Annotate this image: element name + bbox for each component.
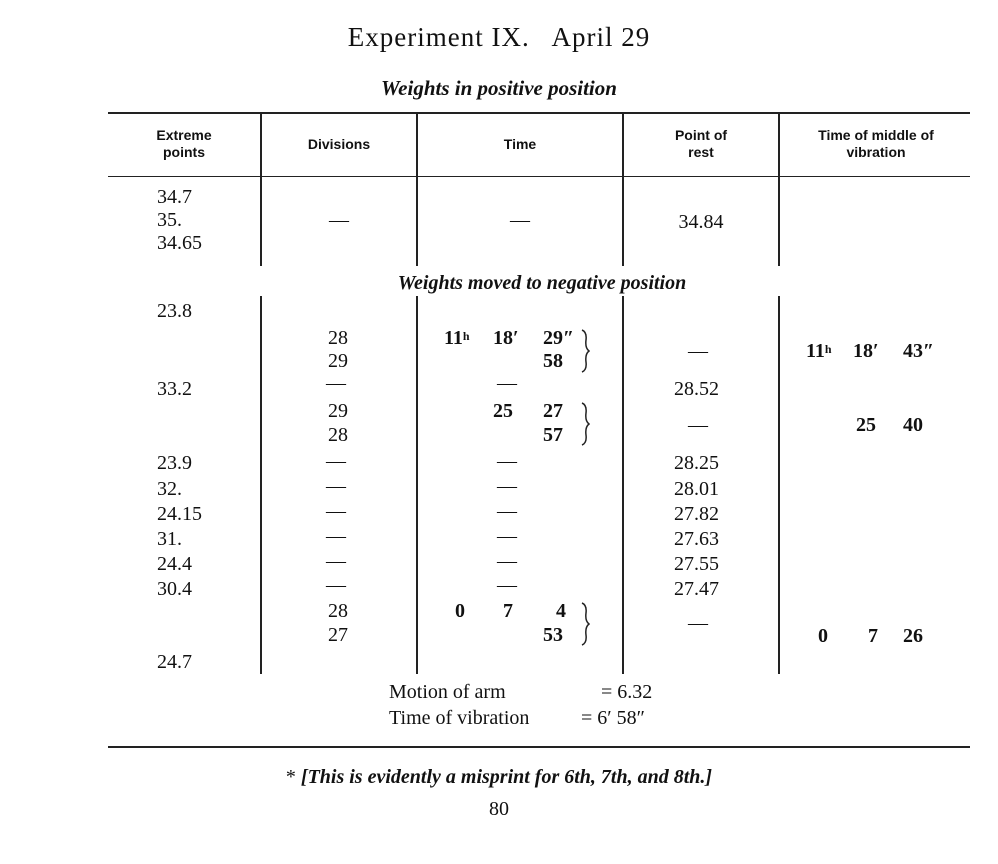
s2-extreme-8: 30.4 bbox=[157, 578, 192, 600]
brace-1 bbox=[580, 328, 590, 374]
s2-extreme-1: 23.8 bbox=[157, 300, 192, 322]
s2-div-11: — bbox=[326, 574, 346, 596]
s2-extreme-9: 24.7 bbox=[157, 651, 192, 673]
mid3-min: 7 bbox=[868, 625, 878, 647]
s2-rest-6: 27.82 bbox=[674, 503, 719, 525]
footnote-mark: * bbox=[285, 766, 296, 788]
s2-div-12: 28 bbox=[328, 600, 348, 622]
header-rest-line2: rest bbox=[688, 144, 714, 160]
mid1-sec: 43″ bbox=[903, 340, 935, 362]
s2-time-dash-3: — bbox=[497, 475, 517, 497]
table-top-rule bbox=[108, 112, 970, 114]
page-number: 80 bbox=[489, 798, 509, 820]
s1-extreme-2: 35. bbox=[157, 209, 182, 231]
s2-extreme-5: 24.15 bbox=[157, 503, 202, 525]
s2-rest-5: 28.01 bbox=[674, 478, 719, 500]
table-bottom-rule bbox=[108, 746, 970, 748]
header-extreme-line1: Extreme bbox=[156, 127, 212, 143]
s2-rest-7: 27.63 bbox=[674, 528, 719, 550]
s2-rest-10: — bbox=[688, 612, 708, 634]
s2-time3-min: 7 bbox=[503, 600, 513, 622]
header-time-middle bbox=[780, 127, 972, 161]
section2-label: Weights moved to negative position bbox=[397, 272, 687, 294]
s2-div-13: 27 bbox=[328, 624, 348, 646]
s1-extreme-1: 34.7 bbox=[157, 186, 192, 208]
s2-div-5: 28 bbox=[328, 424, 348, 446]
header-extreme-points bbox=[108, 127, 260, 161]
mid1-hour bbox=[806, 340, 832, 362]
s2-div-4: 29 bbox=[328, 400, 348, 422]
s2-time2-sec1: 27 bbox=[543, 400, 563, 422]
header-middle-line2: vibration bbox=[846, 144, 906, 160]
header-time: Time bbox=[503, 136, 537, 152]
mid2-min: 25 bbox=[856, 414, 876, 436]
s2-extreme-6: 31. bbox=[157, 528, 182, 550]
s2-time3-sec1: 4 bbox=[556, 600, 566, 622]
s2-rest-3: — bbox=[688, 414, 708, 436]
s2-time1-min: 18′ bbox=[493, 327, 519, 349]
s2-extreme-7: 24.4 bbox=[157, 553, 192, 575]
s2-time-dash-4: — bbox=[497, 500, 517, 522]
summary-motion-value: = 6.32 bbox=[601, 681, 653, 703]
s2-extreme-2: 33.2 bbox=[157, 378, 192, 400]
mid1-hour-sup: h bbox=[824, 342, 832, 356]
s2-div-3: — bbox=[326, 372, 346, 394]
col-divider-4b bbox=[778, 296, 780, 674]
footnote bbox=[0, 766, 998, 789]
s1-divisions: — bbox=[329, 209, 349, 231]
s2-time1-hour-sup: h bbox=[462, 329, 470, 343]
brace-2 bbox=[580, 401, 590, 447]
header-point-of-rest bbox=[624, 127, 778, 161]
col-divider-2b bbox=[416, 296, 418, 674]
s2-rest-9: 27.47 bbox=[674, 578, 719, 600]
experiment-title-main: Experiment IX. bbox=[347, 22, 530, 52]
mid3-sec: 26 bbox=[903, 625, 923, 647]
table-subtitle: Weights in positive position bbox=[381, 76, 617, 100]
header-rest-line1: Point of bbox=[674, 127, 728, 143]
mid2-sec: 40 bbox=[903, 414, 923, 436]
s2-time2-sec2: 57 bbox=[543, 424, 563, 446]
s2-time-dash-7: — bbox=[497, 574, 517, 596]
col-divider-1b bbox=[260, 296, 262, 674]
s2-time1-hour bbox=[444, 327, 470, 349]
footnote-text: [This is evidently a misprint for 6th, 7th, and 8th.] bbox=[300, 766, 713, 788]
s2-time2-min: 25 bbox=[493, 400, 513, 422]
header-divisions: Divisions bbox=[307, 136, 371, 152]
header-middle-line1: Time of middle of bbox=[818, 127, 934, 143]
header-bottom-rule bbox=[108, 176, 970, 177]
s2-div-2: 29 bbox=[328, 350, 348, 372]
mid1-min: 18′ bbox=[853, 340, 879, 362]
s2-time1-hour-value: 11 bbox=[444, 327, 463, 349]
s1-time: — bbox=[510, 209, 530, 231]
experiment-title bbox=[0, 22, 998, 53]
summary-vibration-value: = 6′ 58″ bbox=[581, 707, 645, 729]
s2-time-dash-6: — bbox=[497, 550, 517, 572]
s2-rest-2: 28.52 bbox=[674, 378, 719, 400]
s2-rest-8: 27.55 bbox=[674, 553, 719, 575]
brace-3 bbox=[580, 601, 590, 647]
mid3-hour: 0 bbox=[818, 625, 828, 647]
summary-vibration-label: Time of vibration bbox=[389, 707, 530, 729]
s2-extreme-3: 23.9 bbox=[157, 452, 192, 474]
s1-extreme-3: 34.65 bbox=[157, 232, 202, 254]
s2-div-6: — bbox=[326, 450, 346, 472]
s2-time-dash-1: — bbox=[497, 372, 517, 394]
s2-div-9: — bbox=[326, 525, 346, 547]
s2-extreme-4: 32. bbox=[157, 478, 182, 500]
s2-div-10: — bbox=[326, 550, 346, 572]
s2-rest-4: 28.25 bbox=[674, 452, 719, 474]
s2-time3-hour: 0 bbox=[455, 600, 465, 622]
summary-motion-label: Motion of arm bbox=[389, 681, 506, 703]
s2-time3-sec2: 53 bbox=[543, 624, 563, 646]
col-divider-3b bbox=[622, 296, 624, 674]
s2-div-1: 28 bbox=[328, 327, 348, 349]
s1-rest: 34.84 bbox=[678, 211, 724, 233]
header-extreme-line2: points bbox=[163, 144, 205, 160]
s2-rest-1: — bbox=[688, 340, 708, 362]
mid1-hour-value: 11 bbox=[806, 340, 825, 362]
s2-time-dash-5: — bbox=[497, 525, 517, 547]
s2-div-8: — bbox=[326, 500, 346, 522]
s2-time1-sec2: 58 bbox=[543, 350, 563, 372]
s2-div-7: — bbox=[326, 475, 346, 497]
experiment-title-date: April 29 bbox=[551, 22, 651, 52]
s2-time-dash-2: — bbox=[497, 450, 517, 472]
s2-time1-sec1: 29″ bbox=[543, 327, 575, 349]
